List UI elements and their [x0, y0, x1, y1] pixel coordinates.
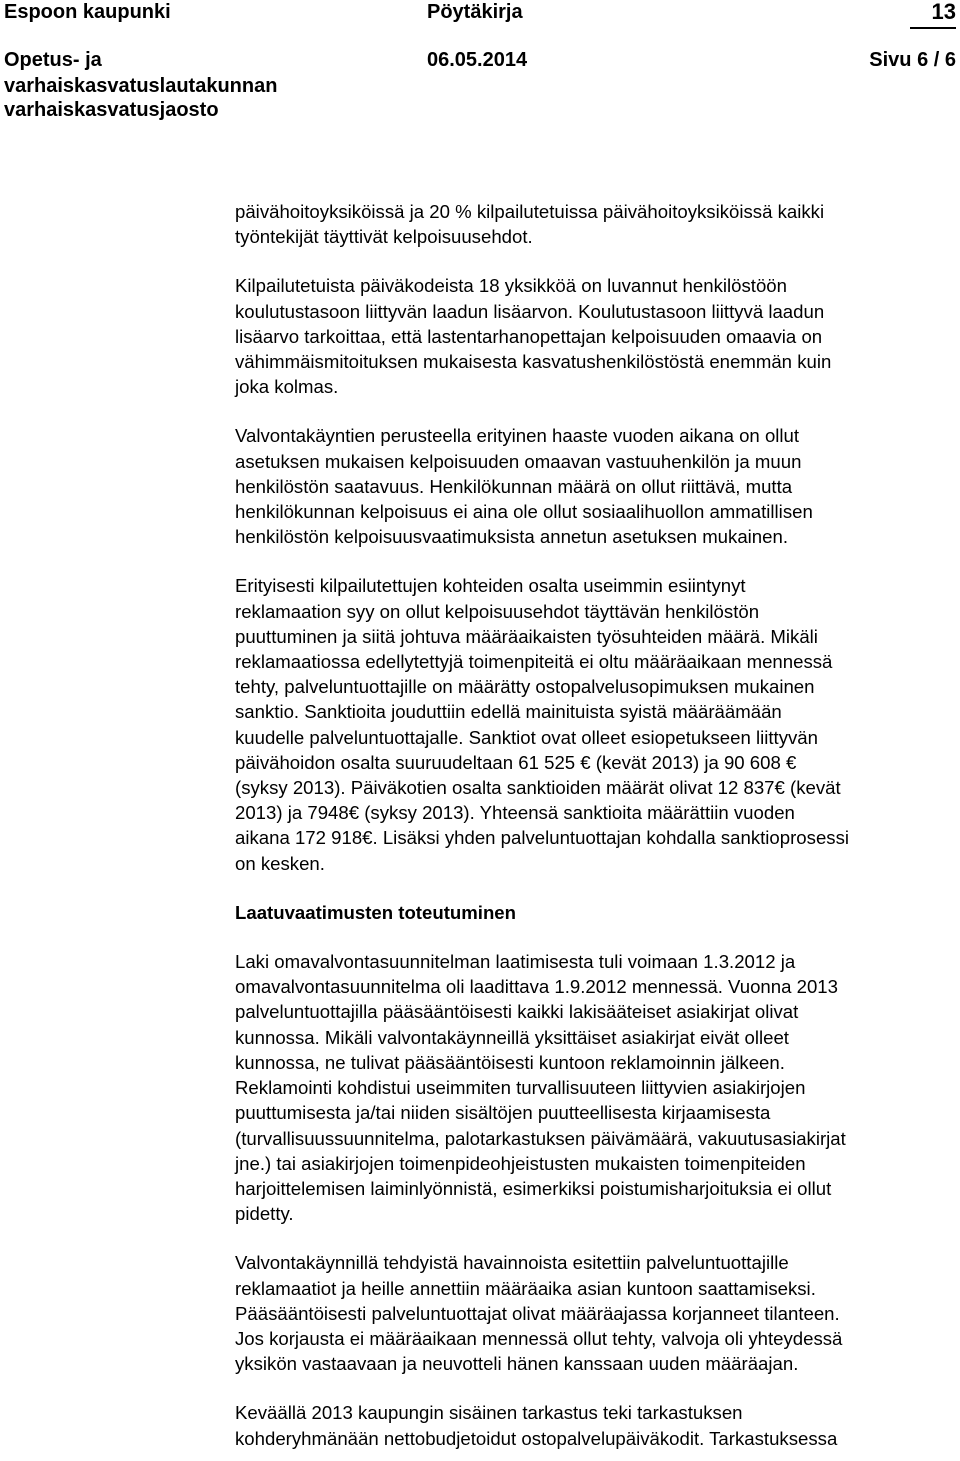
text-line: Valvontakäynnillä tehdyistä havainnoista esitettiin palveluntuottajille — [235, 1252, 789, 1274]
text-line: Erityisesti kilpailutettujen kohteiden osalta useimmin esiintynyt — [235, 575, 746, 597]
text-line: henkilöstön saatavuus. Henkilökunnan määrä on ollut riittävä, mutta — [235, 475, 793, 497]
board-name-line-3: varhaiskasvatusjaosto — [4, 99, 219, 121]
text-line: kunnossa, ne tulivat pääsääntöisesti kuntoon reklamoinnin jälkeen. — [235, 1051, 785, 1073]
document-type: Pöytäkirja — [427, 1, 523, 23]
text-line: Laki omavalvontasuunnitelman laatimisesta tuli voimaan 1.3.2012 ja — [235, 951, 796, 973]
board-name-line-2: varhaiskasvatuslautakunnan — [4, 75, 278, 97]
text-line: vähimmäismitoituksen mukaisesta kasvatushenkilöstöstä enemmän kuin — [235, 351, 832, 373]
section-number-underline — [910, 27, 956, 29]
text-line: Pääsääntöisesti palveluntuottajat olivat määräajassa korjanneet tilanteen. — [235, 1302, 840, 1324]
text-line: 2013) ja 7948€ (syksy 2013). Yhteensä sanktioita määrättiin vuoden — [235, 802, 795, 824]
text-line: sanktio. Sanktioita jouduttiin edellä mainituista syistä määräämään — [235, 701, 782, 723]
meeting-date: 06.05.2014 — [427, 49, 528, 71]
paragraph — [235, 949, 957, 1226]
text-line: (syksy 2013). Päiväkotien osalta sanktioiden määrät olivat 12 837€ (kevät — [235, 777, 841, 799]
text-line: omavalvontasuunnitelma oli laadittava 1.9.2012 mennessä. Vuonna 2013 — [235, 976, 838, 998]
paragraph — [235, 423, 957, 549]
text-line: Kilpailutetuista päiväkodeista 18 yksikköä on luvannut henkilöstöön — [235, 275, 787, 297]
paragraph — [235, 273, 957, 399]
board-name-line-1: Opetus- ja — [4, 49, 102, 71]
text-line: henkilöstön kelpoisuusvaatimuksista annetun asetuksen mukainen. — [235, 526, 788, 548]
text-line: tehty, palveluntuottajille on määrätty ostopalvelusopimuksen mukainen — [235, 676, 815, 698]
text-line: Keväällä 2013 kaupungin sisäinen tarkastus teki tarkastuksen — [235, 1402, 743, 1424]
document-body — [235, 199, 957, 1461]
paragraph — [235, 1400, 957, 1450]
paragraph — [235, 199, 957, 249]
text-line: palveluntuottajilla pääsääntöisesti kaikki lakisääteiset asiakirjat olivat — [235, 1001, 799, 1023]
text-line: joka kolmas. — [235, 376, 339, 398]
section-heading — [235, 900, 957, 925]
text-line: reklamaation syy on ollut kelpoisuusehdot täyttävän henkilöstön — [235, 600, 760, 622]
paragraph — [235, 1250, 957, 1376]
text-line: reklamaatiot ja heille annettiin määräaika asian kuntoon saattamiseksi. — [235, 1277, 816, 1299]
paragraph — [235, 573, 957, 875]
text-line: jne.) tai asiakirjojen toimenpideohjeistusten mukaisten toimenpiteiden — [235, 1152, 806, 1174]
text-line: aikana 172 918€. Lisäksi yhden palveluntuottajan kohdalla sanktioprosessi — [235, 827, 850, 849]
section-heading-text: Laatuvaatimusten toteutuminen — [235, 901, 517, 923]
text-line: kohderyhmänään nettobudjetoidut ostopalvelupäiväkodit. Tarkastuksessa — [235, 1427, 838, 1449]
text-line: Valvontakäyntien perusteella erityinen haaste vuoden aikana on ollut — [235, 425, 800, 447]
organization-name: Espoon kaupunki — [4, 1, 171, 23]
text-line: koulutustasoon liittyvän laadun lisäarvon. Koulutustasoon liittyvä laadun — [235, 300, 825, 322]
text-line: pidetty. — [235, 1203, 294, 1225]
text-line: (turvallisuussuunnitelma, palotarkastuksen päivämäärä, vakuutusasiakirjat — [235, 1127, 846, 1149]
text-line: Jos korjausta ei määräaikaan mennessä ollut tehty, valvoja oli yhteydessä — [235, 1327, 843, 1349]
text-line: on kesken. — [235, 852, 325, 874]
text-line: päivähoidon osalta suuruudeltaan 61 525 € (kevät 2013) ja 90 608 € — [235, 751, 797, 773]
text-line: reklamaatiossa edellytettyjä toimenpiteitä ei oltu määräaikaan mennessä — [235, 651, 833, 673]
text-line: yksikön vastaavaan ja neuvotteli hänen kanssaan uuden määräajan. — [235, 1353, 799, 1375]
text-line: harjoittelemisen laiminlyönnistä, esimerkiksi poistumisharjoituksia ei ollut — [235, 1177, 832, 1199]
page-number: Sivu 6 / 6 — [869, 49, 956, 71]
text-line: Reklamointi kohdistui useimmiten turvallisuuteen liittyvien asiakirjojen — [235, 1077, 806, 1099]
text-line: työntekijät täyttivät kelpoisuusehdot. — [235, 226, 533, 248]
text-line: kuudelle palveluntuottajalle. Sanktiot ovat olleet esiopetukseen liittyvän — [235, 726, 818, 748]
text-line: päivähoitoyksiköissä ja 20 % kilpailutetuissa päivähoitoyksiköissä kaikki — [235, 201, 825, 222]
text-line: henkilökunnan kelpoisuus ei aina ole ollut sosiaalihuollon ammatillisen — [235, 501, 813, 523]
text-line: puuttumisesta ja/tai niiden sisältöjen puutteellisesta kirjaamisesta — [235, 1102, 771, 1124]
text-line: asetuksen mukaisen kelpoisuuden omaavan vastuuhenkilön ja muun — [235, 450, 802, 472]
text-line: puuttuminen ja siitä johtuva määräaikaisten työsuhteiden määrä. Mikäli — [235, 625, 818, 647]
section-number: 13 — [931, 0, 956, 24]
text-line: lisäarvo tarkoittaa, että lastentarhanopettajan kelpoisuuden omaavia on — [235, 325, 823, 347]
text-line: kunnossa. Mikäli valvontakäynneillä yksittäiset asiakirjat eivät olleet — [235, 1026, 789, 1048]
